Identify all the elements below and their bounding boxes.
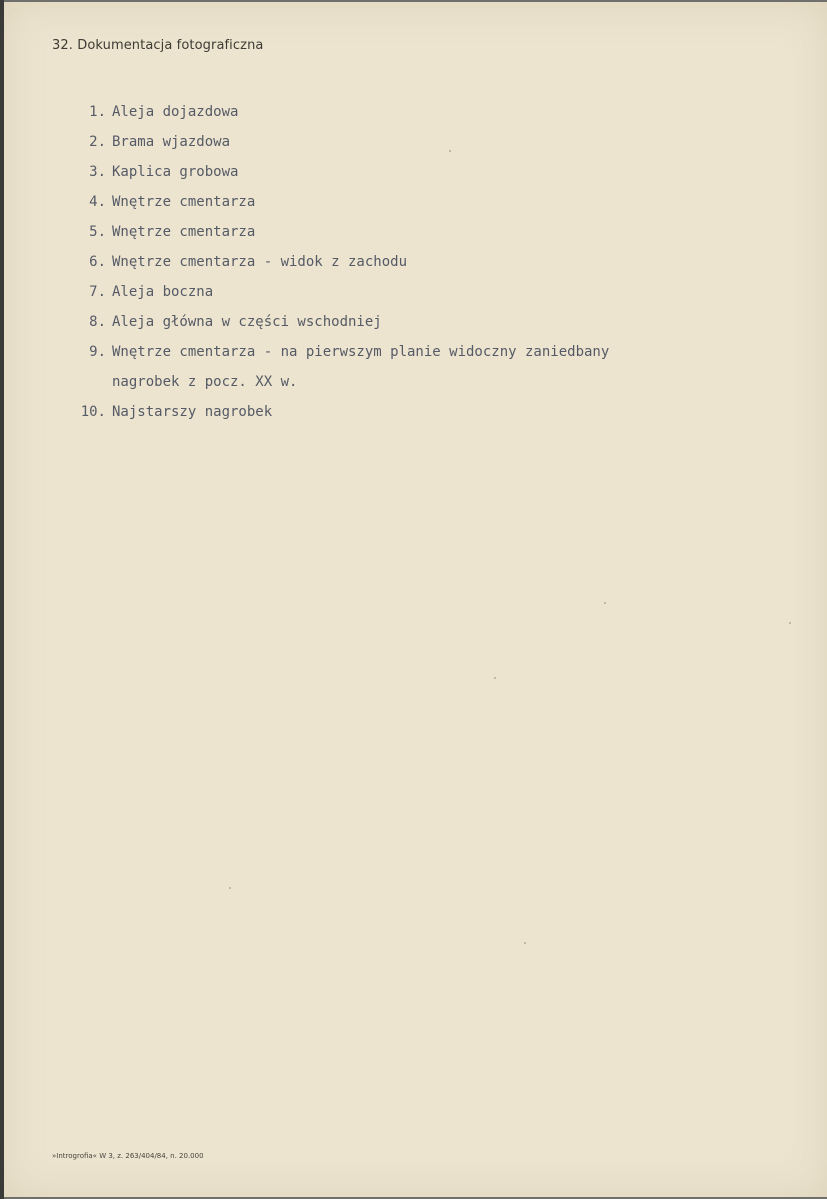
item-text: Aleja boczna — [112, 284, 214, 300]
list-item — [62, 157, 609, 187]
list-item — [62, 217, 609, 247]
paper-speck — [449, 150, 451, 152]
item-text-continuation: nagrobek z pocz. XX w. — [112, 374, 298, 390]
photo-list — [62, 97, 609, 427]
item-text: Wnętrze cmentarza - na pierwszym planie widoczny zaniedbany — [112, 344, 610, 360]
item-number: 10. — [80, 404, 106, 420]
item-number: 2. — [89, 134, 106, 150]
item-text: Aleja główna w części wschodniej — [112, 314, 382, 330]
paper-speck — [524, 942, 526, 944]
list-item — [62, 337, 609, 367]
item-number: 4. — [89, 194, 106, 210]
printer-imprint: »Introgrofia« W 3, z. 263/404/84, n. 20.000 — [52, 1152, 204, 1160]
list-item — [62, 127, 609, 157]
paper-speck — [494, 677, 496, 679]
list-item — [62, 277, 609, 307]
item-text: Kaplica grobowa — [112, 164, 239, 180]
item-number: 3. — [89, 164, 106, 180]
list-item — [62, 247, 609, 277]
list-item — [62, 307, 609, 337]
document-page — [4, 2, 827, 1197]
page-title: 32. Dokumentacja fotograficzna — [52, 38, 264, 53]
item-text: Aleja dojazdowa — [112, 104, 239, 120]
item-text: Wnętrze cmentarza - widok z zachodu — [112, 254, 408, 270]
list-item — [62, 187, 609, 217]
item-number: 9. — [89, 344, 106, 360]
item-text: Najstarszy nagrobek — [112, 404, 273, 420]
item-text: Wnętrze cmentarza — [112, 224, 256, 240]
item-text: Wnętrze cmentarza — [112, 194, 256, 210]
item-text: Brama wjazdowa — [112, 134, 231, 150]
paper-speck — [789, 622, 791, 624]
item-number: 1. — [89, 104, 106, 120]
item-number: 5. — [89, 224, 106, 240]
list-item — [62, 397, 609, 427]
paper-speck — [229, 887, 231, 889]
list-item — [62, 97, 609, 127]
item-number: 7. — [89, 284, 106, 300]
paper-speck — [604, 602, 606, 604]
item-number: 6. — [89, 254, 106, 270]
item-number: 8. — [89, 314, 106, 330]
